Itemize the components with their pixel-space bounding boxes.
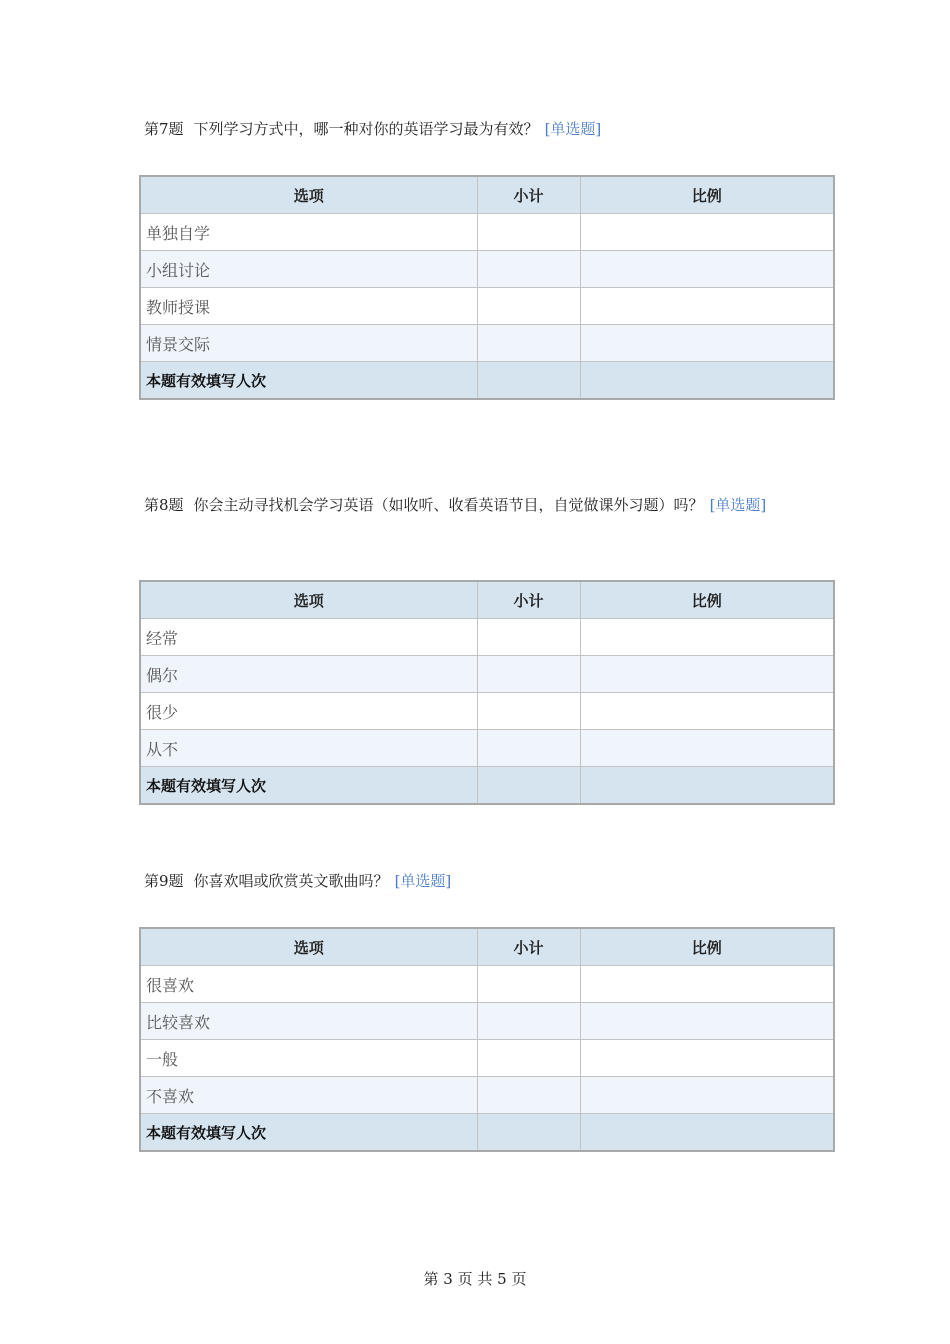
result-table-q9 — [139, 927, 835, 1152]
total-label: 本题有效填写人次 — [140, 1114, 477, 1152]
option-label: 很喜欢 — [140, 966, 477, 1003]
question-text: 你会主动寻找机会学习英语（如收听、收看英语节目，自觉做课外习题）吗？ — [193, 496, 704, 514]
table-row — [140, 966, 834, 1003]
question-8 — [144, 491, 820, 520]
count-cell — [477, 325, 580, 362]
count-cell — [477, 214, 580, 251]
question-7 — [144, 115, 820, 144]
header-option: 选项 — [140, 928, 477, 966]
table-row — [140, 619, 834, 656]
total-row — [140, 767, 834, 805]
ratio-cell — [580, 1077, 834, 1114]
option-label: 一般 — [140, 1040, 477, 1077]
table-row — [140, 1077, 834, 1114]
ratio-cell — [580, 251, 834, 288]
question-number: 第9题 — [144, 872, 184, 890]
table-row — [140, 1003, 834, 1040]
count-cell — [477, 362, 580, 400]
option-label: 单独自学 — [140, 214, 477, 251]
result-table-q8 — [139, 580, 835, 805]
table-row — [140, 325, 834, 362]
count-cell — [477, 1003, 580, 1040]
header-ratio: 比例 — [580, 928, 834, 966]
count-cell — [477, 288, 580, 325]
ratio-cell — [580, 966, 834, 1003]
ratio-cell — [580, 767, 834, 805]
count-cell — [477, 1077, 580, 1114]
result-table-q7 — [139, 175, 835, 400]
table-row — [140, 656, 834, 693]
header-option: 选项 — [140, 581, 477, 619]
header-count: 小计 — [477, 581, 580, 619]
header-ratio: 比例 — [580, 176, 834, 214]
count-cell — [477, 619, 580, 656]
ratio-cell — [580, 693, 834, 730]
question-9 — [144, 867, 820, 896]
option-label: 小组讨论 — [140, 251, 477, 288]
question-number: 第7题 — [144, 120, 184, 138]
table-row — [140, 1040, 834, 1077]
option-label: 比较喜欢 — [140, 1003, 477, 1040]
table-header-row — [140, 581, 834, 619]
option-label: 偶尔 — [140, 656, 477, 693]
ratio-cell — [580, 288, 834, 325]
header-count: 小计 — [477, 176, 580, 214]
total-label: 本题有效填写人次 — [140, 362, 477, 400]
table-header-row — [140, 928, 834, 966]
option-label: 从不 — [140, 730, 477, 767]
option-label: 教师授课 — [140, 288, 477, 325]
option-label: 不喜欢 — [140, 1077, 477, 1114]
count-cell — [477, 767, 580, 805]
count-cell — [477, 656, 580, 693]
page-footer: 第 3 页 共 5 页 — [423, 1270, 527, 1288]
header-ratio: 比例 — [580, 581, 834, 619]
ratio-cell — [580, 362, 834, 400]
table-row — [140, 730, 834, 767]
question-text: 下列学习方式中，哪一种对你的英语学习最为有效？ — [193, 120, 539, 138]
count-cell — [477, 966, 580, 1003]
header-option: 选项 — [140, 176, 477, 214]
question-type-label: [单选题] — [709, 496, 767, 514]
header-count: 小计 — [477, 928, 580, 966]
option-label: 情景交际 — [140, 325, 477, 362]
count-cell — [477, 1040, 580, 1077]
count-cell — [477, 693, 580, 730]
total-label: 本题有效填写人次 — [140, 767, 477, 805]
question-text: 你喜欢唱或欣赏英文歌曲吗？ — [193, 872, 389, 890]
ratio-cell — [580, 730, 834, 767]
ratio-cell — [580, 214, 834, 251]
count-cell — [477, 1114, 580, 1152]
ratio-cell — [580, 656, 834, 693]
table-row — [140, 693, 834, 730]
ratio-cell — [580, 1003, 834, 1040]
option-label: 很少 — [140, 693, 477, 730]
table-row — [140, 288, 834, 325]
ratio-cell — [580, 1040, 834, 1077]
ratio-cell — [580, 325, 834, 362]
total-row — [140, 1114, 834, 1152]
ratio-cell — [580, 619, 834, 656]
table-row — [140, 251, 834, 288]
count-cell — [477, 730, 580, 767]
table-header-row — [140, 176, 834, 214]
question-type-label: [单选题] — [394, 872, 452, 890]
table-row — [140, 214, 834, 251]
total-row — [140, 362, 834, 400]
option-label: 经常 — [140, 619, 477, 656]
question-number: 第8题 — [144, 496, 184, 514]
question-type-label: [单选题] — [544, 120, 602, 138]
ratio-cell — [580, 1114, 834, 1152]
count-cell — [477, 251, 580, 288]
